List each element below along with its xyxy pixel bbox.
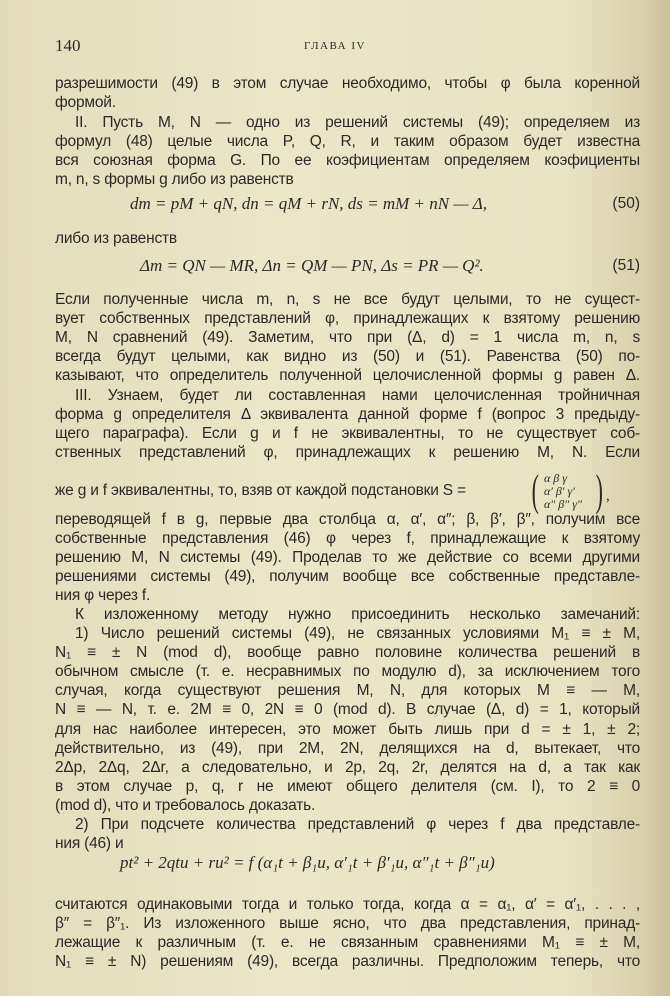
equation-number: (51)	[612, 257, 640, 274]
text-line: разрешимости (49) в этом случае необходимо, чтобы φ была коренной	[55, 75, 640, 92]
equation: Δm = QN — MR, Δn = QM — PN, Δs = PR — Q².	[140, 256, 484, 275]
text-line: вся союзная форма G. По ее коэфициентам определяем коэфициенты	[55, 152, 640, 169]
text-line: II. Пусть M, N — одно из решений системы (49); определяем из	[75, 114, 640, 131]
text-line: формул (48) целые числа P, Q, R, и таким образом будет известна	[55, 133, 640, 150]
text-line: либо из равенств	[55, 230, 177, 247]
text-line: решению M, N системы (49). Проделав то же действие со всеми другими	[55, 549, 640, 566]
text-line: ния φ через f.	[55, 587, 151, 604]
text-line: формой.	[55, 94, 116, 111]
text-line: форма g определителя Δ эквивалента данной форме f (вопрос 3 предыду-	[55, 406, 640, 423]
text-line: собственные представления (46) φ через f, принадлежащие к взятому	[55, 530, 640, 547]
text-line: 2Δp, 2Δq, 2Δr, а следовательно, и 2p, 2q, 2r, делятся на d, а так как	[55, 759, 640, 776]
equation: pt² + 2qtu + ru² = f (α₁t + β₁u, α′₁t + β′₁u, α″₁t + β″₁u)	[120, 853, 495, 872]
text-line: считаются одинаковыми тогда и только тогда, когда α = α₁, α′ = α′₁, . . . ,	[55, 896, 640, 913]
text-line: для нас наиболее интересен, это может быть лишь при d = ± 1, ± 2;	[55, 721, 640, 738]
substitution-matrix	[531, 466, 610, 515]
matrix-row: α′ β′ γ′	[544, 484, 575, 498]
text-line: III. Узнаем, будет ли составленная нами целочисленная тройничная	[75, 387, 640, 404]
text-line: 1) Число решений системы (49), не связанных условиями M₁ ≡ ± M,	[75, 625, 640, 642]
text-line: же g и f эквивалентны, то, взяв от каждой подстановки S =	[55, 482, 466, 499]
text-line: в этом случае p, q, r не имеют общего делителя (см. I), то 2 ≡ 0	[55, 778, 640, 795]
text-line: решениями системы (49), получим вообще все собственные представле-	[55, 568, 640, 585]
text-line: (mod d), что и требовалось доказать.	[55, 797, 316, 814]
text-line: 2) При подсчете количества представлений φ через f два представле-	[75, 816, 640, 833]
text-line: ния (46) и	[55, 835, 124, 852]
text-line: случая, когда существуют решения M, N, для которых M ≡ — M,	[55, 682, 640, 699]
matrix-row: α″ β″ γ″	[544, 497, 582, 511]
text-line: действительно, из (49), при 2M, 2N, делящихся на d, вытекает, что	[55, 740, 640, 757]
text-line: вует собственных представлений φ, принадлежащих к взятому решению	[55, 310, 640, 327]
text-line: N₁ ≡ ± N (mod d), вообще равно половине количества решений в	[55, 644, 640, 661]
text-line: m, n, s формы g либо из равенств	[55, 171, 294, 188]
matrix-row: α β γ	[544, 471, 568, 485]
text-line: Если полученные числа m, n, s не все будут целыми, то не сущест-	[55, 291, 640, 308]
equation-number: (50)	[612, 195, 640, 212]
matrix-comma: ,	[606, 488, 610, 504]
text-line: M, N сравнений (49). Заметим, что при (Δ, d) = 1 числа m, n, s	[55, 329, 640, 346]
text-line: всегда будут целыми, как видно из (50) и (51). Равенства (50) по-	[55, 348, 640, 365]
text-line: лежащие к различным (т. е. не связанным сравнениями M₁ ≡ ± M,	[55, 934, 640, 951]
page-number: 140	[55, 36, 81, 55]
text-line: щего параграфа). Если g и f не эквивалентны, то не существует соб-	[55, 425, 640, 442]
text-line: N₁ ≡ ± N) решениям (49), всегда различны. Предположим теперь, что	[55, 953, 640, 970]
text-line: переводящей f в g, первые два столбца α, α′, α″; β, β′, β″, получим все	[55, 511, 640, 528]
text-line: К изложенному методу нужно присоединить несколько замечаний:	[75, 606, 640, 623]
running-head: ГЛАВА IV	[304, 40, 366, 52]
left-paren: (	[531, 466, 539, 515]
right-paren: )	[595, 466, 603, 515]
text-line: обычном смысле (т. е. несравнимых по модулю d), за исключением того	[55, 663, 640, 680]
text-line: β″ = β″₁. Из изложенного выше ясно, что два представления, принад-	[55, 915, 640, 932]
text-line: ственных представлений φ, принадлежащих к решению M, N. Если	[55, 444, 640, 461]
text-line: N ≡ — N, т. е. 2M ≡ 0, 2N ≡ 0 (mod d). В случае (Δ, d) = 1, который	[55, 701, 640, 718]
equation: dm = pM + qN, dn = qM + rN, ds = mM + nN — Δ,	[130, 194, 487, 213]
text-line: казывают, что определитель полученной целочисленной формы g равен Δ.	[55, 367, 640, 384]
